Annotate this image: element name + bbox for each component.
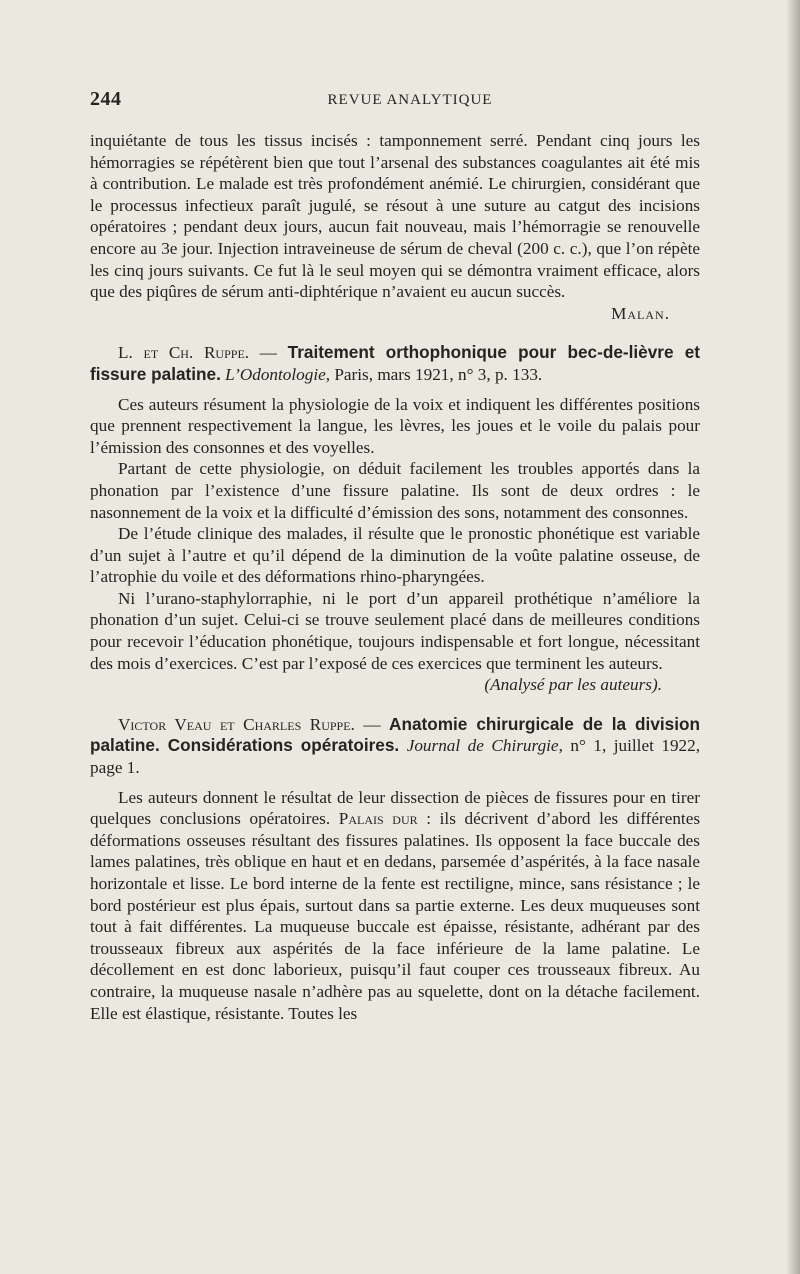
review-signature: Malan. (611, 303, 670, 323)
page-number: 244 (90, 88, 122, 110)
page-header (90, 88, 690, 112)
body-text (90, 130, 700, 1024)
review-paragraph (90, 787, 700, 1025)
review-paragraph: Ni l’urano-staphylorraphie, ni le port d’un appareil prothétique n’améliore la phonation d’un sujet. Celui-ci se trouve seulement placé dans de meilleures conditions pour recevoir l’éducation phonétique, toujours indispensable et fort longue, nécessitant des mois d’exercices. C’est par l’exposé de ces exercices que terminent les auteurs. (90, 588, 700, 673)
running-head: REVUE ANALYTIQUE (327, 92, 493, 108)
journal-name: Journal de Chirurgie (406, 736, 559, 756)
review-authors: Victor Veau et Charles Ruppe. — (118, 714, 390, 734)
review-authors: L. et Ch. Ruppe. — (118, 343, 288, 363)
review-title: Traitement orthophonique pour bec-de-lièvre et fissure palatine. (90, 342, 700, 384)
citation-details: , Paris, mars 1921, n° 3, p. 133. (325, 364, 543, 384)
review-paragraph: Ces auteurs résument la physiologie de la voix et indiquent les différentes positions que prennent respectivement la langue, les lèvres, les joues et le voile du palais pour l’émission des consonnes et des voyelles. (90, 394, 700, 457)
review-title: Anatomie chirurgicale de la division palatine. Considérations opératoires. (90, 713, 701, 756)
paragraph-rest: : ils décrivent d’abord les différentes déformations osseuses résultant des fissures palatines. Ils opposent la face buccale des lames palatines, très oblique en haut et en dedans, parsemée d’aspérités, à la face nasale horizontale et lisse. Le bord interne de la fente est rectiligne, mince, sans résistance ; le bord postérieur est plus épais, surtout dans sa partie externe. Les deux muqueuses sont tout à fait différentes. La muqueuse buccale est épaisse, résistante, adhérant par des trousseaux fibreux aux aspérités de la face inférieure de la lame palatine. Le décollement en est donc laborieux, puisqu’il faut couper ces trousseaux fibreux. Au contraire, la muqueuse nasale n’adhère pas au squelette, dont on la détache facilement. Elle est élastique, résistante. Toutes les (90, 809, 701, 1023)
paragraph-start: Les auteurs donnent le résultat de leur dissection de pièces de fissures pour en tirer quelques conclusions opératoires. (90, 787, 700, 829)
inline-heading: Palais dur (338, 809, 418, 829)
citation-details: , n° 1, juillet 1922, page 1. (90, 736, 701, 778)
review-citation (90, 714, 700, 779)
review-paragraph: Partant de cette physiologie, on déduit facilement les troubles apportés dans la phonation par l’existence d’une fissure palatine. Ils sont de deux ordres : le nasonnement de la voix et la difficulté d’émission des sons, notamment des consonnes. (90, 459, 700, 522)
journal-name: L’Odontologie (225, 364, 326, 384)
review-citation (90, 342, 700, 385)
review-paragraph: De l’étude clinique des malades, il résulte que le pronostic phonétique est variable d’un sujet à l’autre et qu’il dépend de la diminution de la voûte palatine osseuse, de l’atrophie du voile et des déformations rhino-pharyngées. (90, 524, 700, 587)
review-signature: (Analysé par les auteurs). (484, 675, 662, 695)
continued-paragraph: inquiétante de tous les tissus incisés : tamponnement serré. Pendant cinq jours les hémorragies se répétèrent bien que tout l’arsenal des substances coagulantes ait été mis à contribution. Le malade est très profondément anémié. Le chirurgien, considérant que le processus infectieux paraît jugulé, se résout à une suture au catgut des incisions opératoires ; pendant deux jours, aucun fait nouveau, mais l’hémorragie se renouvelle encore au 3e jour. Injection intraveineuse de sérum de cheval (200 c. c.), que l’on répète les cinq jours suivants. Ce fut là le seul moyen qui se démontra vraiment efficace, alors que des piqûres de sérum anti-diphtérique n’avaient eu aucun succès. (90, 131, 700, 302)
